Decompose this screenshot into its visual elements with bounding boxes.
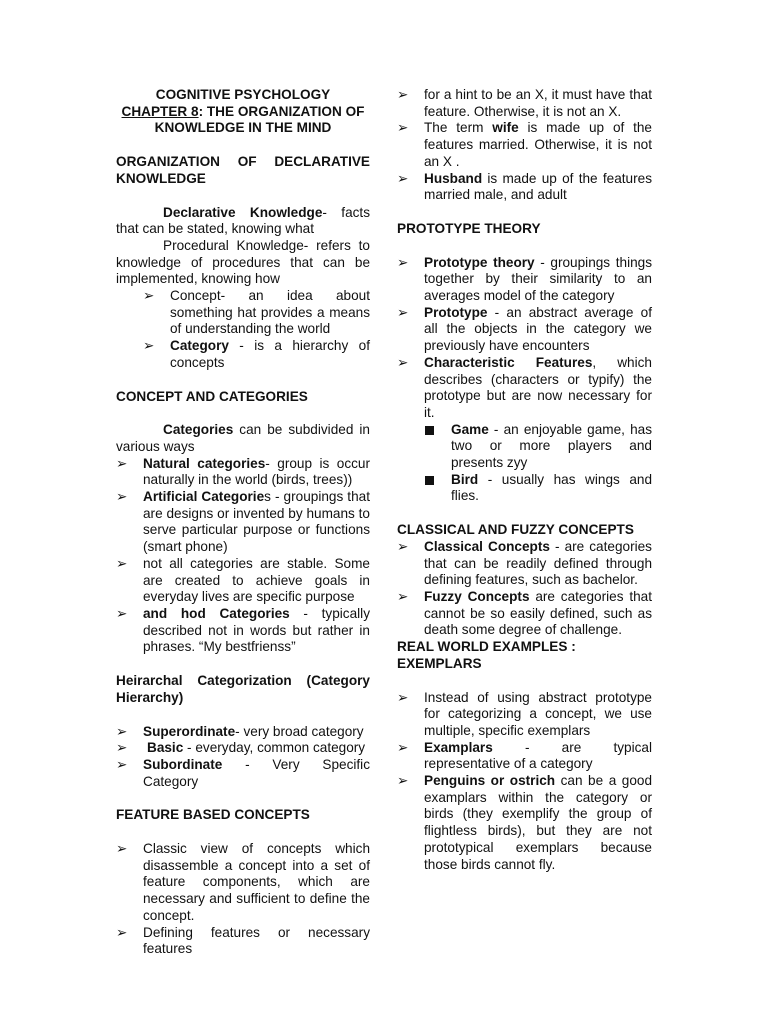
arrow-bullet-icon: ➢: [397, 773, 409, 789]
feature-list: [116, 841, 370, 958]
document-title: [116, 87, 370, 137]
right-column: [397, 87, 652, 873]
list-item: ➢ Defining features or necessary features: [116, 924, 370, 957]
exemplars-list: [397, 690, 652, 874]
heading-classical-fuzzy: CLASSICAL AND FUZZY CONCEPTS: [397, 522, 634, 538]
arrow-bullet-icon: ➢: [116, 455, 128, 471]
list-item: ➢ Category - is a hierarchy of concepts: [143, 338, 370, 370]
arrow-bullet-icon: ➢: [116, 723, 128, 739]
list-item: Bird - usually has wings and flies.: [397, 472, 652, 505]
list-item: ➢ for a hint to be an X, it must have that feature. Otherwise, it is not an X.: [397, 87, 652, 119]
arrow-bullet-icon: ➢: [116, 756, 128, 772]
square-bullet-icon: [425, 476, 434, 485]
course-title: COGNITIVE PSYCHOLOGY: [155, 87, 331, 102]
square-bullet-icon: [425, 426, 434, 435]
arrow-bullet-icon: ➢: [116, 924, 128, 940]
heading-prototype: PROTOTYPE THEORY: [397, 220, 541, 236]
heading-hierarchy: Heirarchal Categorization (Category Hierarchy): [116, 673, 370, 705]
left-column: [116, 87, 370, 958]
list-item: ➢ Classic view of concepts which disassemble a concept into a set of feature components, which are necessary and sufficient to define the concept.: [116, 841, 370, 923]
arrow-bullet-icon: ➢: [116, 489, 128, 505]
list-item: ➢ Characteristic Features, which describes (characters or typify) the prototype but are now necessary for it.: [397, 354, 652, 420]
list-item: ➢ Prototype - an abstract average of all the objects in the category we previously have encounters: [397, 304, 652, 354]
list-item: ➢ Concept- an idea about something hat provides a means of understanding the world: [143, 288, 370, 337]
categories-paragraph: Categories can be subdivided in various ways: [116, 422, 370, 454]
list-item: ➢ Penguins or ostrich can be a good examplars within the category or birds (they exemplify the group of flightless birds), but they are not prototypical exemplars because those birds cannot fly.: [397, 773, 652, 872]
chapter-title: : THE ORGANIZATION OF KNOWLEDGE IN THE MIND: [154, 103, 365, 136]
feature-subexamples-list: [397, 422, 652, 506]
arrow-bullet-icon: ➢: [397, 120, 409, 136]
concept-list: [116, 288, 370, 372]
list-item: ➢ Instead of using abstract prototype for categorizing a concept, we use multiple, specific exemplars: [397, 689, 652, 738]
arrow-bullet-icon: ➢: [397, 689, 409, 705]
classical-list: [397, 539, 652, 639]
arrow-bullet-icon: ➢: [116, 841, 128, 857]
chapter-link[interactable]: CHAPTER 8: [121, 103, 199, 119]
hierarchy-list: [116, 724, 370, 791]
heading-real-world: REAL WORLD EXAMPLES : EXEMPLARS: [397, 639, 576, 671]
list-item: ➢ Prototype theory - groupings things together by their similarity to an averages model of the category: [397, 254, 653, 304]
list-item: ➢ Basic - everyday, common category: [116, 740, 366, 756]
list-item: ➢ Fuzzy Concepts are categories that cannot be so easily defined, such as death some degree of challenge.: [397, 588, 652, 638]
list-item: ➢ not all categories are stable. Some are created to achieve goals in everyday lives are specific purpose: [116, 555, 370, 605]
arrow-bullet-icon: ➢: [397, 170, 409, 186]
list-item: Game - an enjoyable game, has two or more players and presents zyy: [397, 422, 652, 472]
list-item: ➢ Classical Concepts - are categories that can be readily defined through defining features, such as bachelor.: [397, 538, 652, 588]
arrow-bullet-icon: ➢: [116, 605, 128, 621]
feature-examples-list: [397, 87, 652, 204]
list-item: ➢ Husband is made up of the features married male, and adult: [397, 170, 652, 203]
list-item: ➢ Natural categories- group is occur naturally in the world (birds, trees)): [116, 455, 370, 488]
arrow-bullet-icon: ➢: [143, 338, 155, 354]
procedural-paragraph: Procedural Knowledge- refers to knowledge of procedures that can be implemented, knowing how: [116, 237, 370, 287]
arrow-bullet-icon: ➢: [397, 354, 409, 370]
list-item: ➢ Superordinate- very broad category: [116, 723, 364, 739]
list-item: ➢ Artificial Categories - groupings that are designs or invented by humans to serve particular purpose or functions (smart phone): [116, 489, 370, 555]
list-item: ➢ and hod Categories - typically described not in words but rather in phrases. “My bestfrienss”: [116, 605, 370, 655]
arrow-bullet-icon: ➢: [116, 555, 128, 571]
declarative-paragraph: Declarative Knowledge- facts that can be stated, knowing what: [116, 204, 370, 237]
arrow-bullet-icon: ➢: [397, 254, 409, 270]
heading-concept-categories: CONCEPT AND CATEGORIES: [116, 388, 308, 404]
arrow-bullet-icon: ➢: [397, 304, 409, 320]
prototype-list: [397, 255, 652, 422]
categories-list: [116, 456, 370, 656]
heading-organization: ORGANIZATION OF DECLARATIVE KNOWLEDGE: [116, 154, 370, 186]
arrow-bullet-icon: ➢: [397, 739, 409, 755]
heading-feature-based: FEATURE BASED CONCEPTS: [116, 807, 310, 823]
list-item: ➢ The term wife is made up of the features married. Otherwise, it is not an X .: [397, 120, 652, 169]
list-item: ➢ Examplars - are typical representative of a category: [397, 739, 652, 772]
list-item: ➢ Subordinate - Very Specific Category: [116, 756, 370, 789]
arrow-bullet-icon: ➢: [143, 288, 155, 304]
arrow-bullet-icon: ➢: [397, 87, 409, 102]
arrow-bullet-icon: ➢: [397, 538, 409, 554]
arrow-bullet-icon: ➢: [116, 740, 128, 756]
arrow-bullet-icon: ➢: [397, 588, 409, 604]
